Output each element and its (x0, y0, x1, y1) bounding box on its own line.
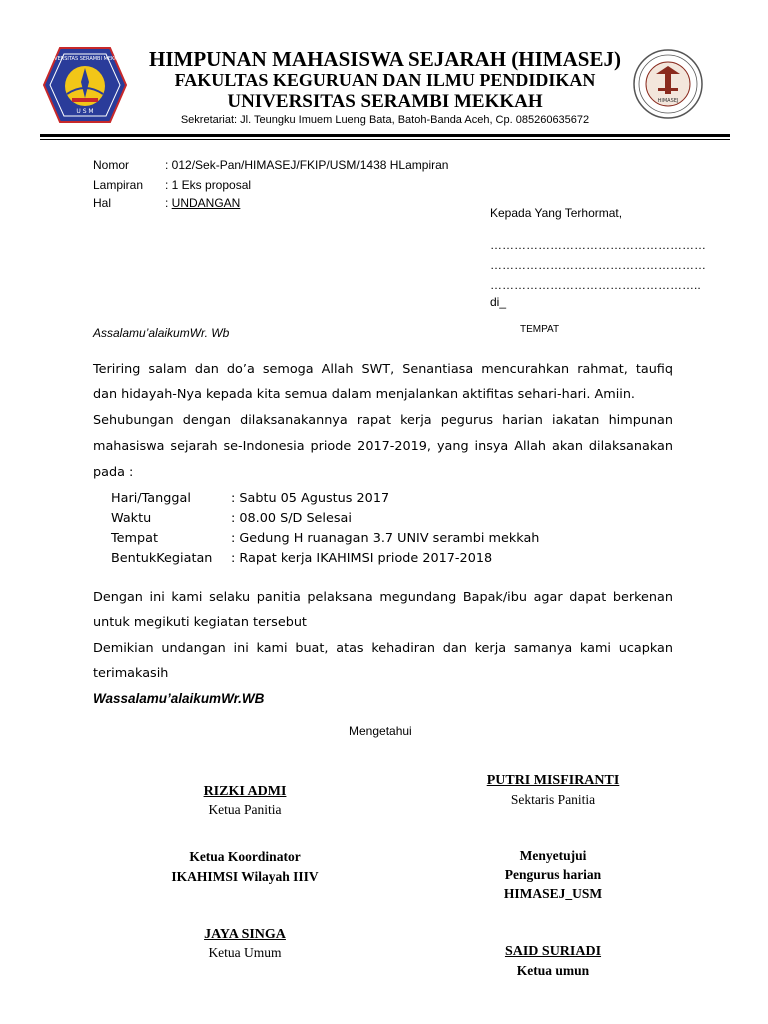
detail-label-waktu: Waktu (111, 511, 152, 526)
lampiran-value: : 1 Eks proposal (165, 178, 252, 192)
nomor-value: : 012/Sek-Pan/HIMASEJ/FKIP/USM/1438 HLampiran (165, 158, 449, 172)
koordinator-title: Ketua Koordinator (189, 849, 301, 864)
hal-value (165, 196, 240, 210)
signer-said-suriadi: SAID SURIADI (504, 944, 602, 959)
detail-value-waktu: : 08.00 S/D Selesai (231, 511, 352, 526)
signer-said-title: Ketua umun (516, 963, 590, 978)
paragraph1-line2: dan hidayah-Nya kepada kita semua dalam menjalankan aktifitas sehari-hari. Amiin. (93, 387, 635, 402)
svg-text:HIMASEJ: HIMASEJ (657, 98, 679, 104)
detail-label-hari: Hari/Tanggal (111, 491, 191, 506)
lampiran-label: Lampiran (93, 178, 144, 192)
signer-rizki-admi: RIZKI ADMI (203, 784, 287, 799)
closing-salutation: Wassalamu’alaikumWr.WB (93, 691, 265, 706)
pengurus-harian-label: Pengurus harian (504, 867, 602, 882)
nomor-label: Nomor (93, 158, 130, 172)
svg-text:UNIVERSITAS SERAMBI MEKKAH: UNIVERSITAS SERAMBI MEKKAH (45, 56, 125, 62)
himasej-usm-label: HIMASEJ_USM (503, 886, 603, 901)
paragraph2-line3: pada : (93, 465, 134, 480)
signer-rizki-title: Ketua Panitia (208, 802, 282, 817)
recipient-di: di_ (490, 295, 507, 309)
signer-putri-misfiranti: PUTRI MISFIRANTI (486, 773, 620, 788)
svg-text:U S M: U S M (76, 108, 94, 115)
paragraph2-line1: Sehubungan dengan dilaksanakannya rapat kerja pegurus harian iakatan himpunan (93, 413, 673, 428)
faculty-name: FAKULTAS KEGURUAN DAN ILMU PENDIDIKAN (174, 70, 596, 90)
header-rule-thick (40, 134, 730, 137)
hal-label: Hal (93, 196, 112, 210)
recipient-line-3: …………………………………………….. (490, 278, 701, 292)
recipient-tempat: TEMPAT (520, 324, 560, 335)
paragraph1-line1: Teriring salam dan do’a semoga Allah SWT, Senantiasa mencurahkan rahmat, taufiq (93, 362, 673, 377)
org-name: HIMPUNAN MAHASISWA SEJARAH (HIMASEJ) (149, 47, 621, 71)
paragraph3-line1: Dengan ini kami selaku panitia pelaksana megundang Bapak/ibu agar dapat berkenan (93, 590, 673, 605)
koordinator-org: IKAHIMSI Wilayah IIIV (171, 869, 319, 884)
secretariat-address: Sekretariat: Jl. Teungku Imuem Lueng Bata, Batoh-Banda Aceh, Cp. 085260635672 (180, 114, 590, 126)
detail-value-hari: : Sabtu 05 Agustus 2017 (231, 491, 390, 506)
paragraph2-line2: mahasiswa sejarah se-Indonesia priode 2017-2019, yang insya Allah akan dilaksanakan (93, 439, 673, 454)
recipient-line-2: ……………………………………………… (490, 258, 706, 272)
signer-jaya-singa: JAYA SINGA (204, 927, 286, 942)
paragraph4-line2: terimakasih (93, 666, 169, 681)
university-logo (42, 46, 128, 124)
detail-label-tempat: Tempat (111, 531, 158, 546)
university-name: UNIVERSITAS SERAMBI MEKKAH (227, 91, 543, 112)
signer-jaya-title: Ketua Umum (208, 945, 282, 960)
hal-undangan: UNDANGAN (171, 196, 241, 210)
signer-putri-title: Sektaris Panitia (510, 792, 596, 807)
detail-label-bentuk: BentukKegiatan (111, 551, 213, 566)
mengetahui-label: Mengetahui (349, 724, 412, 738)
detail-value-tempat: : Gedung H ruanagan 3.7 UNIV serambi mekkah (231, 531, 540, 546)
header-rule-thin (40, 139, 730, 140)
hal-colon: : (165, 196, 172, 210)
detail-value-bentuk: : Rapat kerja IKAHIMSI priode 2017-2018 (231, 551, 493, 566)
recipient-greeting: Kepada Yang Terhormat, (490, 206, 623, 220)
menyetujui-label: Menyetujui (519, 848, 587, 863)
paragraph3-line2: untuk megikuti kegiatan tersebut (93, 615, 307, 630)
recipient-line-1: ……………………………………………… (490, 238, 706, 252)
salutation: Assalamu’alaikumWr. Wb (93, 326, 230, 340)
paragraph4-line1: Demikian undangan ini kami buat, atas kehadiran dan kerja samanya kami ucapkan (93, 641, 673, 656)
